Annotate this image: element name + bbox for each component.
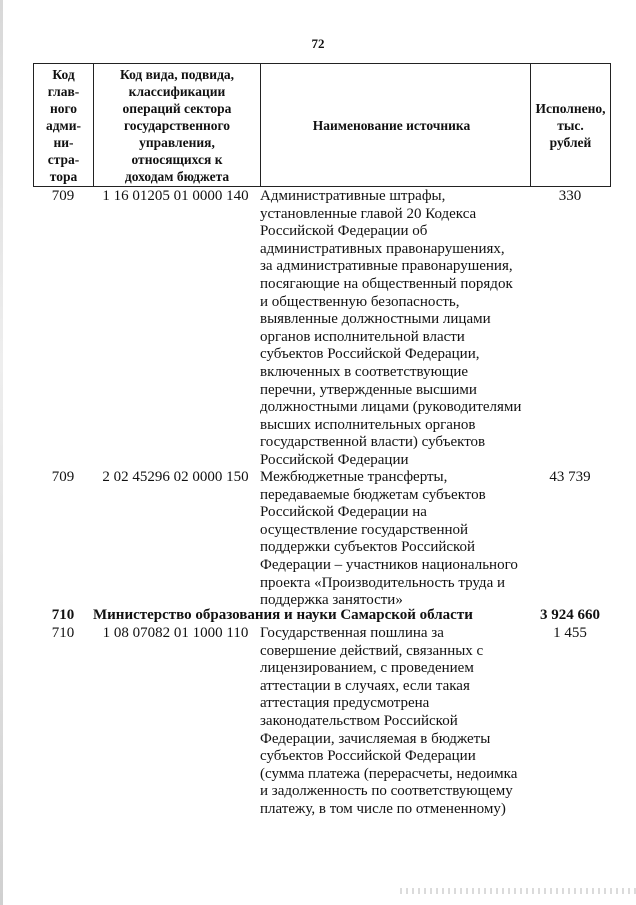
amount: 43 739 [549, 469, 591, 485]
source-name-line: и задолженность по соответствующему [260, 783, 513, 800]
header-amount: Исполнено, тыс. рублей [531, 64, 611, 187]
source-name-line: Российской Федерации об [260, 223, 428, 240]
source-name-line: Межбюджетные трансферты, [260, 469, 448, 485]
scan-edge [0, 0, 3, 905]
scan-noise [400, 888, 636, 894]
source-name-line: посягающие на общественный порядок [260, 275, 513, 292]
header-admin-code: Код глав- ного адми- ни- стра- тора [34, 64, 94, 187]
classification-code: 2 02 45296 02 0000 150 [102, 469, 249, 485]
table-row [33, 188, 610, 470]
source-name-line: субъектов Российской Федерации, [260, 346, 480, 363]
source-name-line: Административные штрафы, [260, 188, 446, 204]
admin-code: 709 [51, 188, 75, 204]
table-row [33, 469, 610, 610]
admin-code: 710 [51, 625, 75, 641]
table-header [33, 63, 611, 187]
source-name-line: совершение действий, связанных с [260, 642, 484, 659]
source-name-line: государственной власти) субъектов [260, 434, 486, 451]
source-name-line: субъектов Российской Федерации [260, 748, 476, 765]
source-name [260, 188, 530, 470]
source-name-line: аттестации в случаях, если такая [260, 677, 470, 694]
ministry-row [33, 607, 610, 625]
source-name-line: высших исполнительных органов [260, 416, 476, 433]
source-name-line: административных правонарушениях, [260, 240, 505, 257]
ministry-admin-code: 710 [51, 607, 75, 623]
classification-code: 1 16 01205 01 0000 140 [102, 188, 249, 204]
source-name-line: и общественную безопасность, [260, 293, 460, 310]
ministry-name: Министерство образования и науки Самарской области [93, 607, 473, 623]
amount: 330 [558, 188, 582, 204]
source-name-line: законодательством Российской [260, 712, 458, 729]
header-source-name: Наименование источника [261, 64, 531, 187]
source-name-line: включенных в соответствующие [260, 363, 469, 380]
source-name-line: поддержки субъектов Российской [260, 539, 476, 556]
classification-code: 1 08 07082 01 1000 110 [102, 625, 249, 641]
source-name-line: органов исполнительной власти [260, 328, 465, 345]
source-name-line: Федерации, зачисляемая в бюджеты [260, 730, 491, 747]
table-row [33, 625, 610, 820]
source-name-line: за административные правонарушения, [260, 258, 513, 275]
source-name-line: перечни, утвержденные высшими [260, 381, 477, 398]
source-name-line: поддержка занятости» [260, 592, 403, 609]
header-classification-code: Код вида, подвида, классификации операций сектора государственного управления, относящихся к доходам бюджета [94, 64, 261, 187]
amount: 1 455 [553, 625, 587, 641]
admin-code: 709 [51, 469, 75, 485]
ministry-amount: 3 924 660 [540, 607, 600, 623]
source-name-line: установленные главой 20 Кодекса [260, 205, 477, 222]
source-name-line: Государственная пошлина за [260, 625, 444, 641]
source-name-line: лицензированием, с проведением [260, 660, 474, 677]
source-name-line: (сумма платежа (перерасчеты, недоимка [260, 765, 518, 782]
source-name-line: передаваемые бюджетам субъектов [260, 486, 486, 503]
source-name [260, 625, 530, 819]
source-name-line: должностными лицами (руководителями [260, 399, 522, 416]
page-number: 72 [311, 36, 325, 51]
source-name-line: Федерации – участников национального [260, 556, 518, 573]
source-name-line: Российской Федерации [260, 451, 409, 468]
source-name-line: осуществление государственной [260, 521, 469, 538]
source-name-line: проекта «Производительность труда и [260, 574, 506, 591]
source-name-line: Российской Федерации на [260, 504, 427, 521]
source-name-line: выявленные должностными лицами [260, 311, 491, 328]
source-name-line: аттестация предусмотрена [260, 695, 430, 712]
source-name [260, 469, 530, 610]
source-name-line: платежу, в том числе по отмененному) [260, 800, 506, 817]
